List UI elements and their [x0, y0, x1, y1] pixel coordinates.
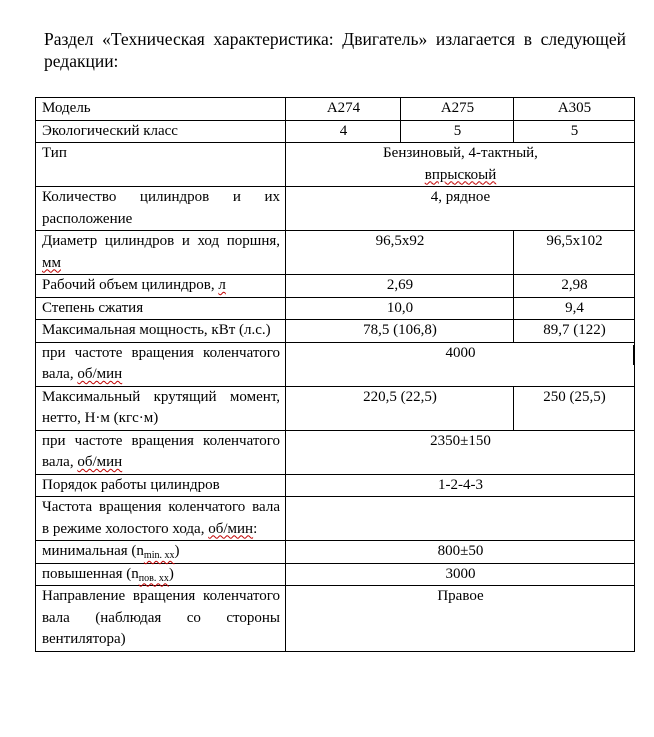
bore-stroke-unit: мм: [42, 254, 61, 271]
eco-class-label: Экологический класс: [36, 120, 286, 143]
intro-paragraph: Раздел «Техническая характеристика: Двигатель» излагается в следующей редакции:: [44, 29, 626, 71]
idle-label: [36, 497, 286, 541]
idle-value-empty: [286, 497, 635, 541]
table-row-idle-high: [36, 563, 635, 586]
firing-order-value: 1-2-4-3: [286, 474, 635, 497]
table-row-torque-rpm: [36, 430, 635, 474]
power-rpm-label: [36, 342, 286, 386]
cylinders-value: 4, рядное: [286, 187, 635, 231]
eco-class-a275: 5: [401, 120, 514, 143]
displacement-unit: л: [218, 277, 226, 293]
table-row-rotation-direction: [36, 586, 635, 652]
idle-min-value: 800±50: [286, 541, 635, 564]
displacement-a274-a275: 2,69: [286, 275, 514, 298]
idle-min-label-end: ): [174, 543, 180, 559]
bore-stroke-label: [36, 231, 286, 275]
table-row-displacement: [36, 275, 635, 298]
type-value-line1: Бензиновый, 4-тактный,: [383, 145, 538, 161]
eco-class-a274: 4: [286, 120, 401, 143]
idle-high-label: [36, 563, 286, 586]
type-value-word: впрыскоый: [424, 166, 497, 183]
power-rpm-value: 4000: [286, 342, 635, 386]
torque-rpm-unit: об/мин: [77, 454, 123, 470]
table-row-cylinders: [36, 187, 635, 231]
idle-label-end: :: [253, 520, 258, 537]
idle-high-label-end: ): [168, 565, 174, 582]
torque-rpm-label: [36, 430, 286, 474]
table-row-eco-class: [36, 120, 635, 143]
compression-label: Степень сжатия: [36, 297, 286, 320]
torque-rpm-label-text: при частоте вращения коленчатого вала,: [42, 432, 280, 470]
model-col-a274: А274: [286, 98, 401, 121]
compression-a274-a275: 10,0: [286, 297, 514, 320]
table-row-power: [36, 320, 635, 343]
idle-high-label-text: повышенная (n: [42, 565, 139, 582]
displacement-label-text: Рабочий объем цилиндров,: [42, 277, 219, 293]
table-row-torque: [36, 386, 635, 430]
bore-stroke-a274-a275: 96,5х92: [286, 231, 514, 275]
table-row-compression: [36, 297, 635, 320]
type-value: [286, 143, 635, 187]
bore-stroke-label-text: Диаметр цилиндров и ход поршня,: [42, 233, 280, 249]
power-a305: 89,7 (122): [514, 320, 635, 343]
idle-high-subscript: пов. хх: [138, 572, 169, 584]
table-row-power-rpm: [36, 342, 635, 386]
displacement-label: [36, 275, 286, 298]
idle-label-text: Частота вращения коленчатого вала в режиме холостого хода,: [42, 499, 280, 537]
power-rpm-unit: об/мин: [77, 366, 123, 382]
cylinders-label: Количество цилиндров и их расположение: [36, 187, 286, 231]
model-col-a275: А275: [401, 98, 514, 121]
torque-rpm-value: 2350±150: [286, 430, 635, 474]
text-cursor: [633, 345, 635, 365]
torque-a274-a275: 220,5 (22,5): [286, 386, 514, 430]
power-a274-a275: 78,5 (106,8): [286, 320, 514, 343]
firing-order-label: Порядок работы цилиндров: [36, 474, 286, 497]
type-label: Тип: [36, 143, 286, 187]
table-row-idle: [36, 497, 635, 541]
idle-high-value: 3000: [286, 563, 635, 586]
idle-min-subscript: min. хх: [143, 550, 175, 561]
torque-a305: 250 (25,5): [514, 386, 635, 430]
idle-min-label: [36, 541, 286, 564]
idle-unit: об/мин: [208, 520, 254, 537]
table-row-firing-order: [36, 474, 635, 497]
table-row-bore-stroke: [36, 231, 635, 275]
compression-a305: 9,4: [514, 297, 635, 320]
engine-spec-table: [35, 97, 635, 652]
model-col-a305: А305: [514, 98, 635, 121]
bore-stroke-a305: 96,5х102: [514, 231, 635, 275]
power-label: Максимальная мощность, кВт (л.с.): [36, 320, 286, 343]
model-label: Модель: [36, 98, 286, 121]
table-row-idle-min: [36, 541, 635, 564]
rotation-direction-value: Правое: [286, 586, 635, 652]
torque-label: Максимальный крутящий момент, нетто, Н·м (кгс·м): [36, 386, 286, 430]
table-row-model: [36, 98, 635, 121]
power-rpm-label-text: при частоте вращения коленчатого вала,: [42, 344, 280, 382]
displacement-a305: 2,98: [514, 275, 635, 298]
table-row-type: [36, 143, 635, 187]
rotation-direction-label: Направление вращения коленчатого вала (наблюдая со стороны вентилятора): [36, 586, 286, 652]
eco-class-a305: 5: [514, 120, 635, 143]
idle-min-label-text: минимальная (n: [42, 543, 144, 559]
